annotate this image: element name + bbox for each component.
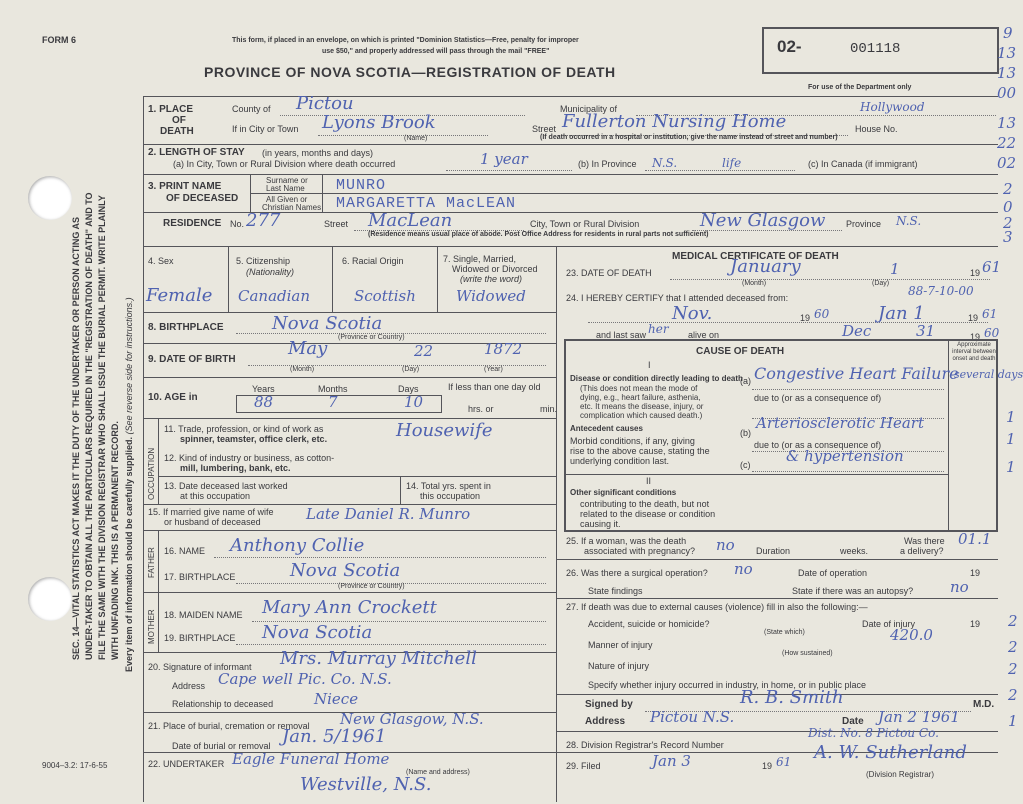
side-note-3-text: (See reverse side for instructions.) xyxy=(124,297,134,435)
sig-date-label: Date xyxy=(842,716,864,727)
death-day-sub: (Day) xyxy=(872,280,890,287)
reg-prefix: 02- xyxy=(777,37,802,56)
county-label: County of xyxy=(232,104,271,114)
alive-month: Dec xyxy=(842,322,872,340)
municipality-value: Hollywood xyxy=(860,100,925,114)
mother-label xyxy=(147,609,156,644)
street-label: Street xyxy=(532,124,557,134)
f-name-line xyxy=(214,557,546,558)
disease-4: etc. It means the disease, injury, or xyxy=(580,402,704,411)
div-reg-label: (Division Registrar) xyxy=(866,770,935,779)
q26-value: no xyxy=(734,560,753,578)
col-4-5 xyxy=(228,246,229,312)
date-op-label: Date of operation xyxy=(798,568,868,578)
delivery-label: Was there xyxy=(904,536,945,546)
res-province-label: Province xyxy=(846,219,882,229)
occ11b-label: spinner, teamster, office clerk, etc. xyxy=(180,434,328,444)
occupation-label xyxy=(147,448,156,500)
death-year: 61 xyxy=(982,258,1002,276)
m-maiden-label: 18. MAIDEN NAME xyxy=(164,610,243,620)
res-no-value: 277 xyxy=(246,210,281,231)
margin-code: 13 xyxy=(997,44,1017,62)
city-town-label: If in City or Town xyxy=(232,124,299,134)
disease-1: Disease or condition directly leading to death xyxy=(570,374,743,383)
death-month: January xyxy=(730,256,801,277)
last-saw-label: and last saw xyxy=(596,330,647,340)
date-injury-label: Date of injury xyxy=(862,619,916,629)
town-line xyxy=(318,135,488,136)
accident-label: Accident, suicide or homicide? xyxy=(588,619,710,629)
due-to-b: due to (or as a consequence of) xyxy=(754,440,882,450)
place-label-3: DEATH xyxy=(160,126,194,137)
dob-year-sub: (Year) xyxy=(484,366,503,373)
last-saw-value: her xyxy=(648,322,669,336)
occ13-label: 13. Date deceased last worked xyxy=(164,481,288,491)
dob-day-sub: (Day) xyxy=(402,366,420,373)
stay-a-value: 1 year xyxy=(480,150,528,168)
side-note-2 xyxy=(124,297,134,672)
q29-label: 29. Filed xyxy=(566,761,601,771)
age-months-label: Months xyxy=(318,384,348,394)
from-year-a: 60 xyxy=(814,307,830,321)
md-label: M.D. xyxy=(973,699,995,710)
q25-value: no xyxy=(716,536,735,554)
street-value: Fullerton Nursing Home xyxy=(562,111,787,132)
dept-note-1: 88-7-10-00 xyxy=(908,284,974,298)
undertaker-value: Eagle Funeral Home xyxy=(232,750,390,768)
op-yr19: 19 xyxy=(970,568,981,578)
f-birth-value: Nova Scotia xyxy=(290,560,401,581)
from-to: Jan 1 xyxy=(878,303,925,324)
margin-code: 00 xyxy=(997,84,1017,102)
marital-value: Widowed xyxy=(456,287,526,305)
due-to-a: due to (or as a consequence of) xyxy=(754,393,882,403)
surname-label: Surname or xyxy=(266,176,308,185)
m-birth-label: 19. BIRTHPLACE xyxy=(164,633,236,643)
burial-date-label: Date of burial or removal xyxy=(172,741,271,751)
margin-code: 0 xyxy=(1003,198,1013,216)
approx-label: Approximate interval between onset and death xyxy=(952,342,996,362)
mother-text: MOTHER xyxy=(147,609,156,644)
signed-value: R. B. Smith xyxy=(740,687,844,708)
undertaker-label: 22. UNDERTAKER xyxy=(148,759,225,769)
cause-c-line xyxy=(752,471,944,472)
punch-hole-bottom xyxy=(28,577,72,621)
q25-label: 25. If a woman, was the death xyxy=(566,536,687,546)
occ14b-label: this occupation xyxy=(420,491,481,501)
relationship-label: Relationship to deceased xyxy=(172,699,274,709)
citizen-value: Canadian xyxy=(238,287,311,305)
occ-13-14 xyxy=(400,476,401,504)
interval-a-value: several days xyxy=(954,368,1023,381)
death-day: 1 xyxy=(890,260,900,278)
occ11-label: 11. Trade, profession, or kind of work as xyxy=(164,424,324,434)
occ11-value: Housewife xyxy=(396,420,493,441)
surname-value: MUNRO xyxy=(336,177,387,194)
less-day-label: If less than one day old xyxy=(448,382,541,392)
f-name-label: 16. NAME xyxy=(164,546,206,556)
wife15b-label: or husband of deceased xyxy=(164,517,261,527)
margin-code: 1 xyxy=(1006,430,1016,448)
form-left-border xyxy=(143,96,144,802)
margin-code: 2 xyxy=(1003,214,1013,232)
res-street-value: MacLean xyxy=(368,210,453,231)
informant-label: 20. Signature of informant xyxy=(148,662,252,672)
occupation-text: OCCUPATION xyxy=(147,447,156,500)
father-label xyxy=(147,547,156,578)
manner-label: Manner of injury xyxy=(588,640,653,650)
signed-label: Signed by xyxy=(585,699,633,710)
municipality-label: Municipality of xyxy=(560,104,618,114)
surname-label-2: Last Name xyxy=(266,184,305,193)
footer-code: 9004–3.2: 17-6-55 xyxy=(42,761,108,770)
citizen-sub: (Nationality) xyxy=(246,267,295,277)
a-label: (a) xyxy=(740,376,751,386)
given-value: MARGARETTA MacLEAN xyxy=(336,195,517,212)
residence-label: RESIDENCE xyxy=(163,218,222,229)
cause-b-value: Arteriosclerotic Heart xyxy=(756,414,924,432)
m-birth-line xyxy=(236,644,546,645)
death-month-sub: (Month) xyxy=(742,280,767,287)
other-2: contributing to the death, but not xyxy=(580,499,710,509)
age-days-value: 10 xyxy=(404,393,424,411)
nature-label: Nature of injury xyxy=(588,661,650,671)
birthplace-label: 8. BIRTHPLACE xyxy=(148,322,224,333)
stay-b-label: (b) In Province xyxy=(578,159,637,169)
findings-label: State findings xyxy=(588,586,643,596)
antecedent-3: rise to the above cause, stating the xyxy=(570,446,710,456)
injury-yr19: 19 xyxy=(970,619,981,629)
weeks-label: weeks. xyxy=(840,546,869,556)
form-number: FORM 6 xyxy=(42,35,77,45)
margin-code: 22 xyxy=(997,134,1017,152)
filed-value: Jan 3 xyxy=(652,752,691,770)
sex-label: 4. Sex xyxy=(148,256,174,266)
county-value: Pictou xyxy=(296,93,354,114)
margin-code: 9 xyxy=(1003,24,1013,42)
date-death-label: 23. DATE OF DEATH xyxy=(566,268,652,278)
stay-label: 2. LENGTH OF STAY xyxy=(148,147,245,158)
sig-address-value: Pictou N.S. xyxy=(650,708,735,726)
mother-side xyxy=(158,592,159,652)
place-label-1: 1. PLACE xyxy=(148,104,194,115)
margin-code: 1 xyxy=(1006,458,1016,476)
age-months-value: 7 xyxy=(328,393,338,411)
margin-code: 2 xyxy=(1008,686,1018,704)
margin-code: 1 xyxy=(1006,408,1016,426)
res-no-label: No. xyxy=(230,219,245,229)
racial-label: 6. Racial Origin xyxy=(342,256,404,266)
autopsy-label: State if there was an autopsy? xyxy=(792,586,914,596)
occ-side xyxy=(158,418,159,504)
reg-number: 001118 xyxy=(850,41,901,57)
racial-value: Scottish xyxy=(354,287,416,305)
birthplace-sub: (Province or Country) xyxy=(338,334,405,341)
filed-yr19: 19 xyxy=(762,761,773,771)
res-city-label: City, Town or Rural Division xyxy=(530,219,640,229)
disease-3: dying, e.g., heart failure, asthenia, xyxy=(580,393,701,402)
other-1: Other significant conditions xyxy=(570,488,677,497)
stay-a-line xyxy=(446,170,572,171)
burial-date-value: Jan. 5/1961 xyxy=(282,726,387,747)
wife15-value: Late Daniel R. Munro xyxy=(306,505,471,523)
row-26-bottom xyxy=(556,598,998,599)
disease-2: (This does not mean the mode of xyxy=(580,384,698,393)
town-name-sub: (Name) xyxy=(404,135,428,142)
age-years-value: 88 xyxy=(254,393,274,411)
duration-label: Duration xyxy=(756,546,791,556)
age-years-label: Years xyxy=(252,384,275,394)
age-days-label: Days xyxy=(398,384,419,394)
q25b-label: associated with pregnancy? xyxy=(584,546,696,556)
burial-value: New Glasgow, N.S. xyxy=(340,710,484,728)
cert24-label: 24. I HEREBY CERTIFY that I attended deceased from: xyxy=(566,293,789,303)
row-9-bottom xyxy=(143,377,556,378)
roman-1: I xyxy=(648,360,651,370)
top-notice-1: This form, if placed in an envelope, on which is printed "Dominion Statistics—Free, penalty for improper xyxy=(232,37,579,44)
alive-on-label: alive on xyxy=(688,330,720,340)
stay-b-value: N.S. xyxy=(652,156,678,170)
death-yr19: 19 xyxy=(970,268,981,278)
top-notice-2: use $50," and properly addressed will pass through the mail "FREE" xyxy=(322,48,550,55)
margin-code: 3 xyxy=(1003,228,1013,246)
marital-label-2: Widowed or Divorced xyxy=(452,264,538,274)
margin-code: 2 xyxy=(1003,180,1013,198)
father-bottom xyxy=(143,592,556,593)
dob-day: 22 xyxy=(414,342,434,360)
print-name-label-2: OF DECEASED xyxy=(166,193,239,204)
stay-b2-value: life xyxy=(722,156,742,170)
print-name-label-1: 3. PRINT NAME xyxy=(148,181,222,192)
other-4: causing it. xyxy=(580,519,621,529)
section-1-top xyxy=(143,96,998,97)
section-3-top xyxy=(143,174,998,175)
other-3: related to the disease or condition xyxy=(580,509,716,519)
antecedent-4: underlying condition last. xyxy=(570,456,670,466)
delivery-label-2: a delivery? xyxy=(900,546,944,556)
m-birth-value: Nova Scotia xyxy=(262,622,373,643)
dob-label: 9. DATE OF BIRTH xyxy=(148,354,236,365)
marital-label: 7. Single, Married, xyxy=(443,254,517,264)
cause-title: CAUSE OF DEATH xyxy=(696,346,785,357)
section-2-top xyxy=(143,144,998,145)
from-yr19-b: 19 xyxy=(968,313,979,323)
res-bottom xyxy=(143,246,998,247)
stay-b-line xyxy=(645,170,795,171)
registrar-value: A. W. Sutherland xyxy=(814,742,967,763)
margin-code: 13 xyxy=(997,64,1017,82)
sig-date-value: Jan 2 1961 xyxy=(878,708,960,726)
side-note-text: SEC. 14—VITAL STATISTICS ACT MAKES IT THE DUTY OF THE UNDERTAKER OR PERSON ACTING AS UNDER-TAKER TO OBTAIN ALL THE PARTICULARS REQUIRED IN THE "REGISTRATION OF DEATH" AND TO FILE THE SAME WITH THE DIVISION REGISTRAR WHO SHALL ISSUE THE BURIAL PERMIT. WRITE PLAINLY WITH UNFADING INK. THIS IS A PERMANENT RECORD. xyxy=(71,192,120,660)
sex-value: Female xyxy=(146,285,213,306)
cause-a-line xyxy=(752,389,944,390)
age-label: 10. AGE in xyxy=(148,392,198,403)
from-yr19-a: 19 xyxy=(800,313,811,323)
roman-2: II xyxy=(646,476,652,486)
occ14-label: 14. Total yrs. spent in xyxy=(406,481,491,491)
antecedent-2: Morbid conditions, if any, giving xyxy=(570,436,695,446)
row-25-bottom xyxy=(556,559,998,560)
dept-use: For use of the Department only xyxy=(808,84,912,91)
f-birth-label: 17. BIRTHPLACE xyxy=(164,572,236,582)
filed-yr-value: 61 xyxy=(776,755,792,769)
undertaker-sub: (Name and address) xyxy=(406,769,470,776)
inf-address-label: Address xyxy=(172,681,206,691)
min-label: min. xyxy=(540,404,558,414)
cause-a-value: Congestive Heart Failure xyxy=(754,364,959,383)
f-name-value: Anthony Collie xyxy=(230,535,365,556)
given-label-2: Christian Names xyxy=(262,203,322,212)
from-year-b: 61 xyxy=(982,307,998,321)
m-maiden-value: Mary Ann Crockett xyxy=(262,597,437,618)
cause-mid xyxy=(564,474,948,475)
wife15-label: 15. If married give name of wife xyxy=(148,507,274,517)
undertaker-value-2: Westville, N.S. xyxy=(300,774,432,795)
occ-mid xyxy=(158,476,556,477)
f-birth-sub: (Province or Country) xyxy=(338,583,405,590)
q26-label: 26. Was there a surgical operation? xyxy=(566,568,708,578)
margin-code: 2 xyxy=(1008,612,1018,630)
occ12-label: 12. Kind of industry or business, as cotton- xyxy=(164,453,335,463)
row-15-bottom xyxy=(143,530,556,531)
res-street-label: Street xyxy=(324,219,349,229)
father-side xyxy=(158,530,159,592)
citizen-label: 5. Citizenship xyxy=(236,256,291,266)
occ12b-label: mill, lumbering, bank, etc. xyxy=(180,463,291,473)
alive-yr19: 19 xyxy=(970,332,981,342)
house-no-label: House No. xyxy=(855,124,898,134)
state-which-label: (State which) xyxy=(764,629,805,636)
col-6-7 xyxy=(437,246,438,312)
margin-code: 2 xyxy=(1008,638,1018,656)
side-note-2-text: Every item of information should be carefully supplied. xyxy=(124,436,134,672)
marital-label-3: (write the word) xyxy=(460,274,523,284)
inf-address-value: Cape well Pic. Co. N.S. xyxy=(218,670,392,688)
autopsy-value: no xyxy=(950,578,969,596)
punch-hole-top xyxy=(28,176,72,220)
stay-c-label: (c) In Canada (if immigrant) xyxy=(808,159,918,169)
from-month: Nov. xyxy=(672,303,713,324)
occ13b-label: at this occupation xyxy=(180,491,251,501)
alive-year: 60 xyxy=(984,326,1000,340)
place-label-2: OF xyxy=(172,115,186,126)
side-note xyxy=(70,180,122,660)
dob-year: 1872 xyxy=(484,340,523,358)
father-text: FATHER xyxy=(147,547,156,578)
burial-label: 21. Place of burial, cremation or removal xyxy=(148,721,310,731)
relationship-value: Niece xyxy=(314,690,359,708)
col-5-6 xyxy=(332,246,333,312)
form-title: PROVINCE OF NOVA SCOTIA—REGISTRATION OF DEATH xyxy=(204,64,616,80)
birthplace-value: Nova Scotia xyxy=(272,313,383,334)
margin-code: 01.1 xyxy=(958,530,992,548)
margin-code: 02 xyxy=(997,154,1017,172)
res-note: (Residence means usual place of abode. Post Office Address for residents in rural parts not sufficient) xyxy=(368,231,709,238)
res-city-value: New Glasgow xyxy=(700,210,826,231)
sig-address-label: Address xyxy=(585,716,626,727)
hrs-label: hrs. or xyxy=(468,404,494,414)
given-label: All Given or xyxy=(266,195,308,204)
q28-label: 28. Division Registrar's Record Number xyxy=(566,740,724,750)
stay-sub: (in years, months and days) xyxy=(262,148,374,158)
c-label: (c) xyxy=(740,460,751,470)
hospital-note: (If death occurred in a hospital or institution, give the name instead of street and number) xyxy=(540,134,838,141)
informant-value: Mrs. Murray Mitchell xyxy=(280,648,477,669)
res-province-value: N.S. xyxy=(896,214,922,228)
dob-month: May xyxy=(288,338,328,359)
q27-label: 27. If death was due to external causes (violence) fill in also the following:— xyxy=(566,602,868,612)
margin-code: 2 xyxy=(1008,660,1018,678)
date-death-line xyxy=(670,279,990,280)
how-sustained-label: (How sustained) xyxy=(782,650,833,657)
center-divider xyxy=(556,246,557,802)
stay-a-label: (a) In City, Town or Rural Division where death occurred xyxy=(173,159,396,169)
b-label: (b) xyxy=(740,428,751,438)
dept-note-2: 420.0 xyxy=(890,626,933,644)
registrar-rec-value: Dist. No. 8 Pictou Co. xyxy=(808,726,939,740)
cause-c-value: & hypertension xyxy=(786,447,904,465)
antecedent-1: Antecedent causes xyxy=(570,424,643,433)
disease-5: complication which caused death.) xyxy=(580,411,703,420)
town-value: Lyons Brook xyxy=(322,112,436,133)
specify-label: Specify whether injury occurred in industry, in home, or in public place xyxy=(588,680,866,690)
alive-day: 31 xyxy=(916,322,936,340)
row-10-bottom xyxy=(143,418,556,419)
margin-code: 1 xyxy=(1008,712,1018,730)
dob-month-sub: (Month) xyxy=(290,366,315,373)
medical-title: MEDICAL CERTIFICATE OF DEATH xyxy=(672,251,839,262)
margin-code: 13 xyxy=(997,114,1017,132)
